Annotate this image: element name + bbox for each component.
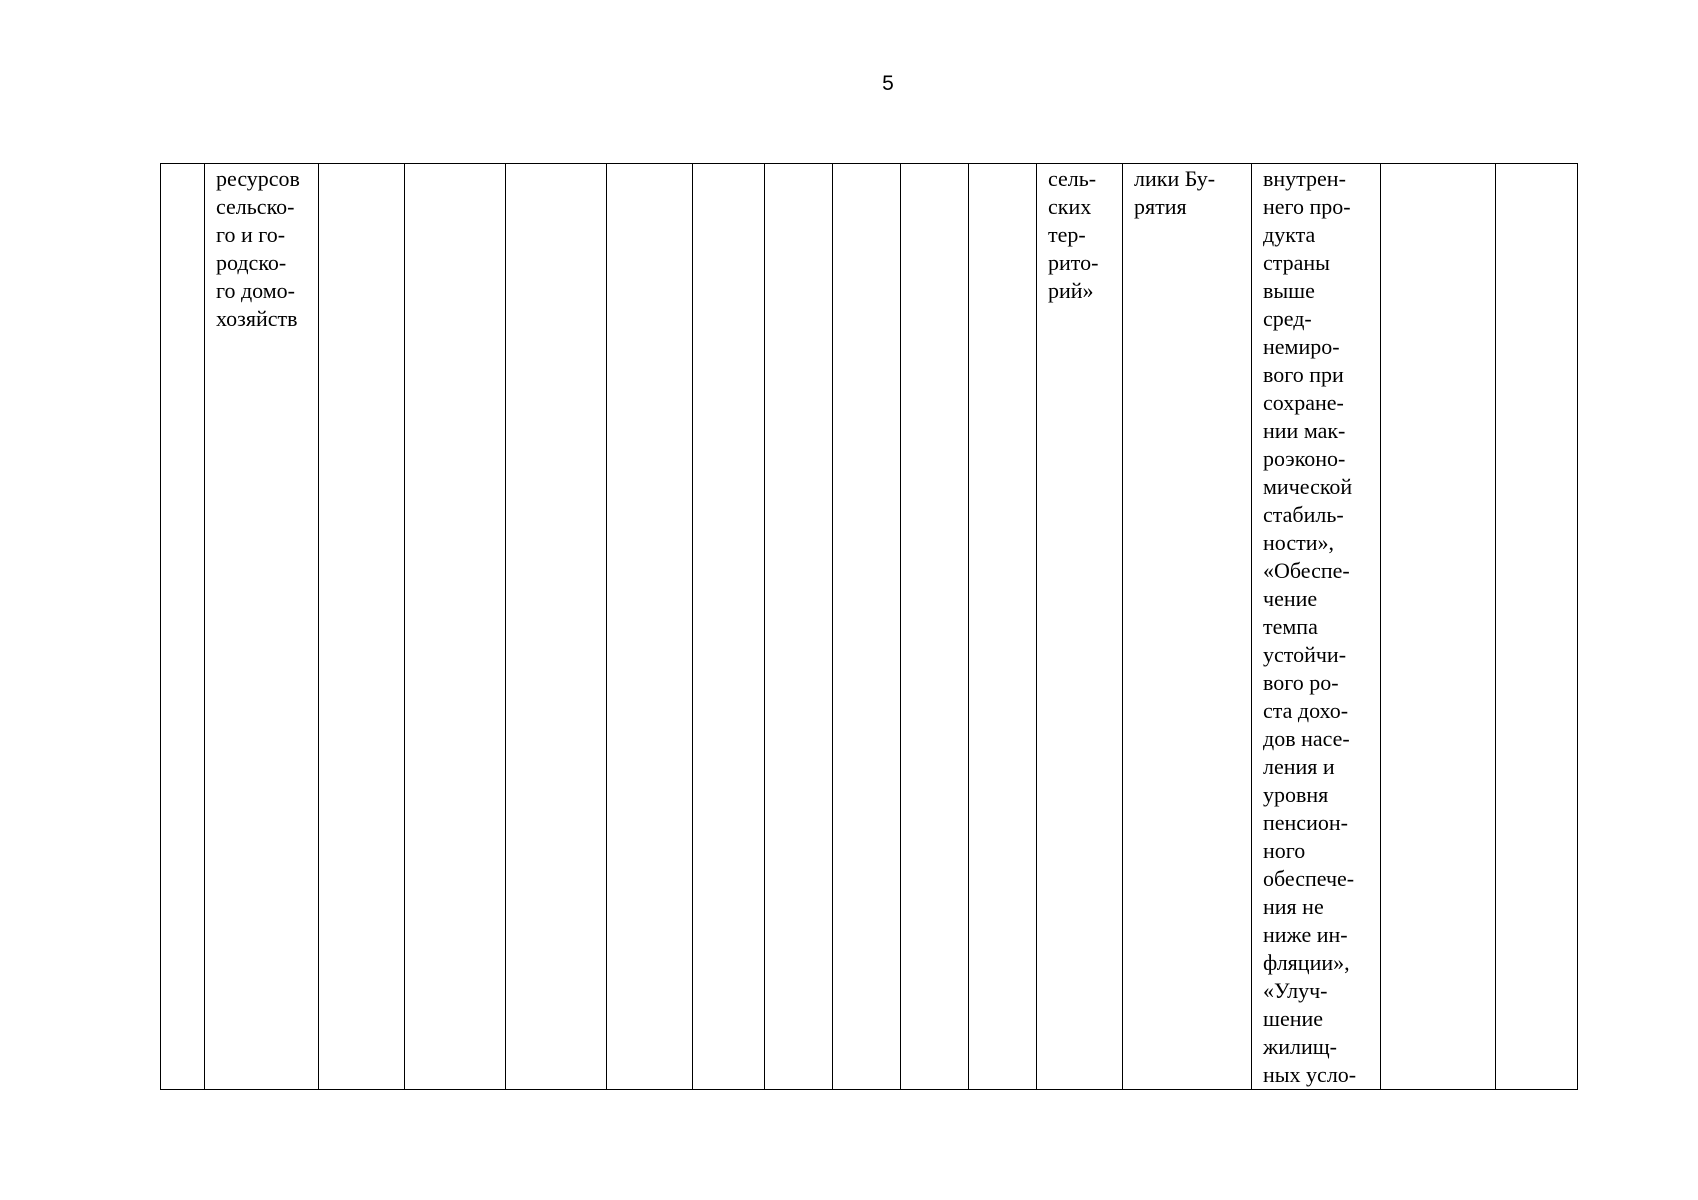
cell-text: [901, 164, 968, 165]
table-cell: [1381, 164, 1496, 1090]
cell-text: [969, 164, 1036, 165]
cell-text: сель- ских тер- рито- рий»: [1048, 166, 1099, 303]
cell-text: [833, 164, 900, 165]
table-cell: [1252, 164, 1381, 1090]
cell-text: лики Бу- рятия: [1134, 166, 1216, 219]
cell-text: [765, 164, 832, 165]
cell-text: [405, 164, 505, 165]
cell-text: [161, 164, 204, 165]
cell-text: ресурсов сельско- го и го- родско- го домо- хозяйств: [216, 166, 300, 331]
table-cell: [1037, 164, 1123, 1090]
table-row: [161, 164, 1578, 1090]
table-cell: [765, 164, 833, 1090]
cell-text: [319, 164, 404, 165]
table-cell: [506, 164, 607, 1090]
table-cell: [1123, 164, 1252, 1090]
cell-text: внутрен- него про- дукта страны выше сред- немиро- вого при сохране- нии мак- роэконо- мической стабиль- ности», «Обеспе- чение темпа устойчи- вого ро- ста дохо- дов насе- ления и уровня пенсион- ного обеспече- ния не ниже ин- фляции», «Улуч- шение жилищ- ных усло-: [1263, 166, 1357, 1087]
cell-text: [506, 164, 606, 165]
table-cell: [1496, 164, 1578, 1090]
table-cell: [833, 164, 901, 1090]
cell-text: [1381, 164, 1495, 165]
table-cell: [161, 164, 205, 1090]
table-cell: [405, 164, 506, 1090]
cell-text: [1496, 164, 1577, 165]
table-cell: [901, 164, 969, 1090]
cell-text: [693, 164, 764, 165]
data-table: [160, 163, 1578, 1090]
table-cell: [693, 164, 765, 1090]
page-number: 5: [882, 72, 894, 95]
table-cell: [607, 164, 693, 1090]
table-cell: [969, 164, 1037, 1090]
table-cell: [319, 164, 405, 1090]
table-cell: [205, 164, 319, 1090]
cell-text: [607, 164, 692, 165]
